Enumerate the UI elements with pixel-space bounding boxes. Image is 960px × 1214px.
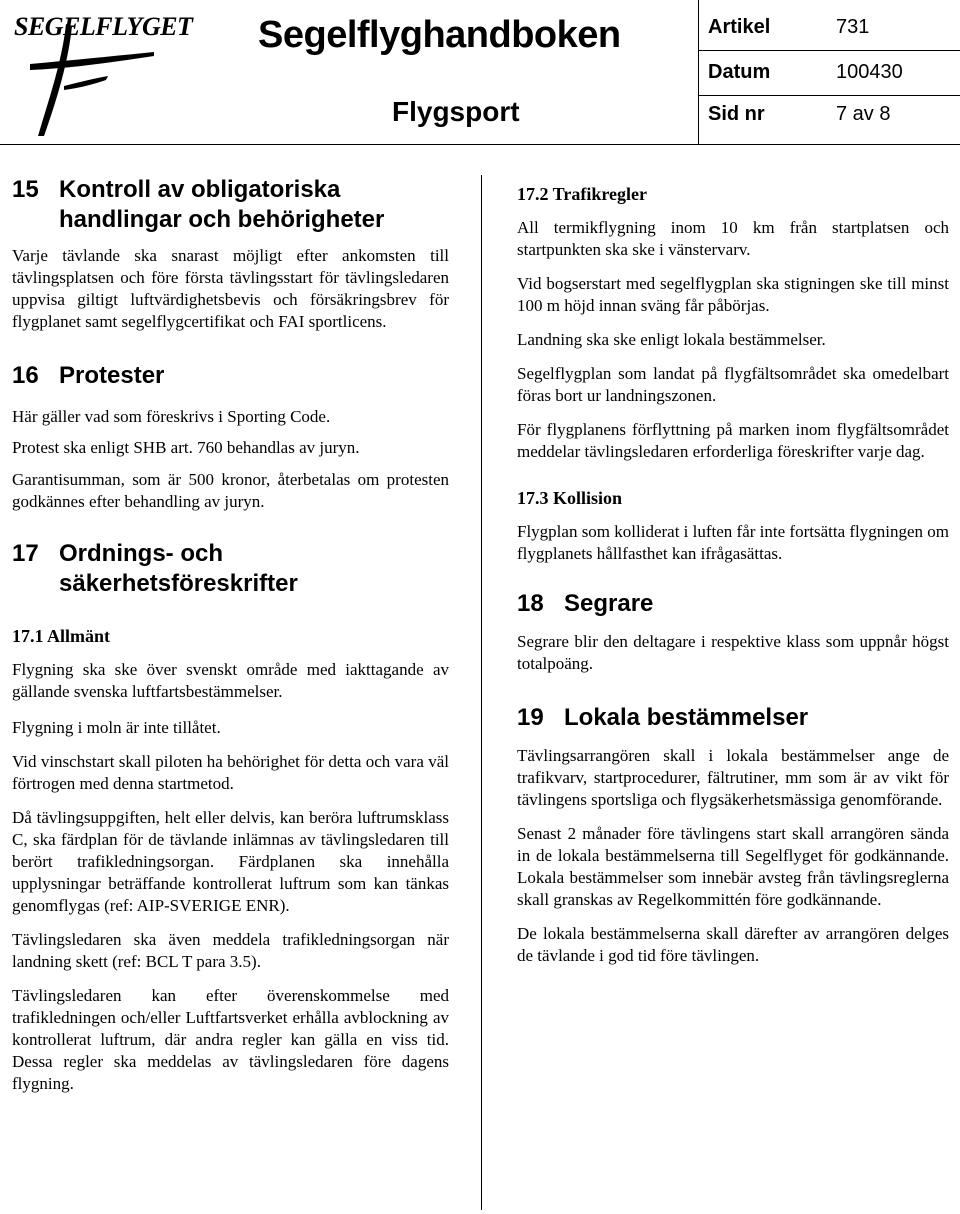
- section-number: 17: [12, 540, 39, 567]
- paragraph: Segrare blir den deltagare i respektive klass som uppnår högst totalpoäng.: [517, 632, 949, 673]
- paragraph: All termikflygning inom 10 km från startplatsen och startpunkten ska ske i vänstervarv.: [517, 218, 949, 259]
- section-name: Flygsport: [392, 96, 520, 127]
- header-row-divider: [698, 95, 960, 96]
- section-title: Kontroll av obligatoriska handlingar och behörigheter: [59, 176, 385, 233]
- section-heading: [12, 175, 424, 235]
- page-number-value: 7 av 8: [836, 103, 891, 125]
- paragraph: Varje tävlande ska snarast möjligt efter ankomsten till tävlingsplatsen och före första tävlingsstart för tävlingsledaren uppvisa giltigt luftvärdighetsbevis och försäkringsbrev för flygplanet samt segelflygcertifikat och FAI sportlicens.: [12, 246, 449, 331]
- date-value: 100430: [836, 61, 903, 83]
- paragraph: Tävlingsledaren kan efter överenskommelse med trafikledningen och/eller Luftfartsverket erhålla avblockning av kontrollerat luftrum, där andra regler kan gälla en viss tid. Dessa regler ska meddelas av tävlingsledaren före dagens flygning.: [12, 986, 449, 1093]
- paragraph: Flygning i moln är inte tillåtet.: [12, 718, 221, 737]
- article-label: Artikel: [708, 16, 771, 38]
- paragraph: Landning ska ske enligt lokala bestämmelser.: [517, 330, 826, 349]
- header-divider: [698, 0, 699, 145]
- section-heading: [12, 361, 449, 391]
- paragraph: Segelflygplan som landat på flygfältsområdet ska omedelbart föras bort ur landningszonen.: [517, 364, 949, 405]
- subsection-heading: 17.3 Kollision: [517, 488, 623, 508]
- section-title: Lokala bestämmelser: [564, 704, 809, 731]
- paragraph: För flygplanens förflyttning på marken inom flygfältsområdet meddelar tävlingsledaren erforderliga föreskrifter varje dag.: [517, 420, 949, 461]
- section-title: Protester: [59, 362, 165, 389]
- paragraph: Flygning ska ske över svenskt område med iakttagande av gällande svenska luftfartsbestämmelser.: [12, 660, 449, 701]
- paragraph: Protest ska enligt SHB art. 760 behandlas av juryn.: [12, 438, 360, 457]
- handbook-title: Segelflyghandboken: [258, 14, 621, 56]
- right-column: [517, 175, 949, 967]
- paragraph: Då tävlingsuppgiften, helt eller delvis, kan beröra luftrumsklass C, ska färdplan för de tävlande inlämnas av tävlingsledaren till berört trafikledningsorgan. Färdplanen ska innehålla upplysningar beträffande kontrollerat luftrum som kan tänkas genomflygas (ref: AIP-SVERIGE ENR).: [12, 808, 449, 915]
- paragraph: Flygplan som kolliderat i luften får inte fortsätta flygningen om flygplanets hållfasthet kan ifrågasättas.: [517, 522, 949, 563]
- segelflyget-logo: [4, 2, 230, 142]
- section-title: Ordnings- och säkerhetsföreskrifter: [59, 540, 298, 597]
- section-heading: [517, 703, 949, 733]
- paragraph: Garantisumman, som är 500 kronor, återbetalas om protesten godkännes efter behandling av juryn.: [12, 470, 449, 511]
- page-header: [0, 0, 960, 145]
- section-number: 16: [12, 362, 39, 389]
- section-number: 19: [517, 704, 544, 731]
- header-row-divider: [698, 50, 960, 51]
- logo-wordmark: SEGELFLYGET: [14, 12, 193, 41]
- paragraph: Vid vinschstart skall piloten ha behörighet för detta och vara väl förtrogen med denna startmetod.: [12, 752, 449, 793]
- section-heading: [517, 589, 949, 619]
- column-divider: [481, 175, 482, 1210]
- article-value: 731: [836, 16, 870, 38]
- paragraph: De lokala bestämmelserna skall därefter av arrangören delges de tävlande i god tid före tävlingen.: [517, 924, 949, 965]
- paragraph: Senast 2 månader före tävlingens start skall arrangören sända in de lokala bestämmelserna till Segelflyget för godkännande. Lokala bestämmelser som innebär avsteg från tävlingsreglerna skall granskas av Regelkommittén före godkännande.: [517, 824, 949, 909]
- subsection-heading: 17.2 Trafikregler: [517, 184, 647, 204]
- page-number-label: Sid nr: [708, 103, 765, 125]
- subsection-heading: 17.1 Allmänt: [12, 626, 111, 646]
- header-bottom-rule: [0, 144, 960, 145]
- left-column: [12, 175, 449, 1095]
- section-number: 15: [12, 176, 39, 203]
- paragraph: Tävlingsledaren ska även meddela trafikledningsorgan när landning skett (ref: BCL T para 3.5).: [12, 930, 449, 971]
- section-heading: [12, 539, 422, 599]
- section-number: 18: [517, 590, 544, 617]
- date-label: Datum: [708, 61, 771, 83]
- section-title: Segrare: [564, 590, 654, 617]
- paragraph: Här gäller vad som föreskrivs i Sporting Code.: [12, 407, 331, 426]
- paragraph: Vid bogserstart med segelflygplan ska stigningen ske till minst 100 m höjd innan sväng får påbörjas.: [517, 274, 949, 315]
- paragraph: Tävlingsarrangören skall i lokala bestämmelser ange de trafikvarv, startprocedurer, fältrutiner, mm som är av vikt för tävlingens sportsliga och flygsäkerhetsmässiga genomförande.: [517, 746, 949, 809]
